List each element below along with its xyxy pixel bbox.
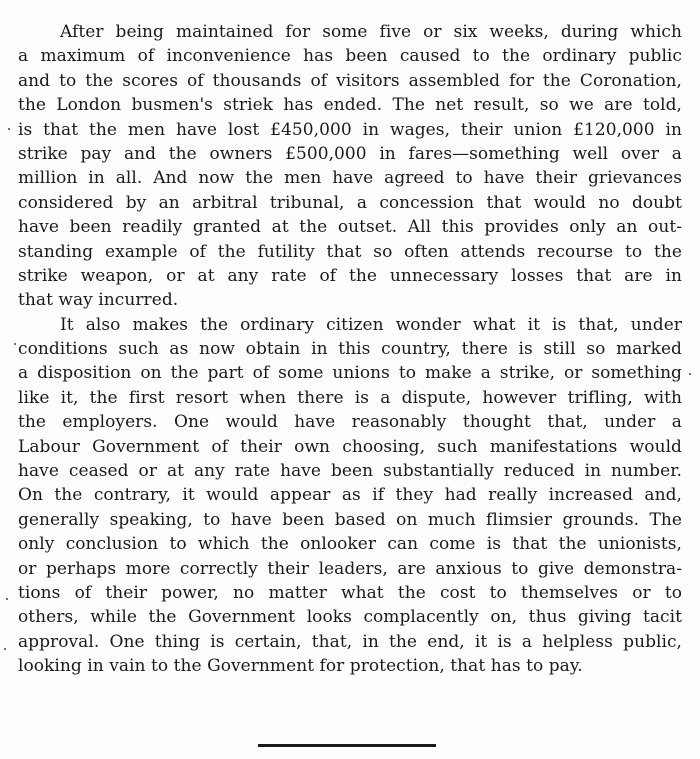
text-line: Labour Government of their own choosing, such manifestations would (18, 436, 682, 457)
text-line: and to the scores of thousands of visitors assembled for the Coronation, (18, 70, 682, 91)
print-speck (6, 598, 8, 600)
text-line: the London busmen's striek has ended. The net result, so we are told, (18, 95, 682, 116)
text-line: a maximum of inconvenience has been caused to the ordinary public (18, 46, 682, 67)
text-line: million in all. And now the men have agreed to have their grievances (18, 168, 682, 189)
print-speck (14, 343, 16, 345)
text-line: looking in vain to the Government for protection, that has to pay. (18, 656, 583, 677)
text-line: strike weapon, or at any rate of the unnecessary losses that are in (18, 265, 682, 286)
paragraph-2 (18, 313, 682, 679)
text-line: only conclusion to which the onlooker can come is that the unionists, (18, 534, 682, 555)
print-speck (8, 128, 10, 130)
text-line: tions of their power, no matter what the cost to themselves or to (18, 582, 682, 603)
text-line: It also makes the ordinary citizen wonder what it is that, under (60, 314, 682, 335)
article-body (18, 20, 682, 679)
text-line: have been readily granted at the outset. All this provides only an out- (18, 217, 682, 238)
text-line: have ceased or at any rate have been substantially reduced in number. (18, 461, 682, 482)
print-speck (689, 373, 691, 375)
text-line: On the contrary, it would appear as if they had really increased and, (18, 485, 682, 506)
text-line: After being maintained for some five or six weeks, during which (60, 22, 682, 42)
text-line: strike pay and the owners £500,000 in fares—something well over a (18, 143, 682, 164)
text-line: conditions such as now obtain in this country, there is still so marked (18, 339, 682, 360)
text-line: like it, the first resort when there is a dispute, however trifling, with (18, 387, 682, 408)
text-line: is that the men have lost £450,000 in wages, their union £120,000 in (18, 119, 682, 140)
text-line: that way incurred. (18, 290, 179, 311)
print-speck (4, 648, 6, 650)
text-line: considered by an arbitral tribunal, a concession that would no doubt (18, 192, 682, 213)
text-line: or perhaps more correctly their leaders, are anxious to give demonstra- (18, 558, 682, 579)
text-line: approval. One thing is certain, that, in the end, it is a helpless public, (18, 631, 682, 652)
paragraph-1 (18, 20, 682, 313)
text-line: generally speaking, to have been based on much flimsier grounds. The (18, 509, 682, 530)
text-line: a disposition on the part of some unions to make a strike, or something (18, 363, 682, 384)
text-line: others, while the Government looks complacently on, thus giving tacit (18, 607, 682, 628)
text-line: standing example of the futility that so often attends recourse to the (18, 241, 682, 262)
closing-rule (258, 744, 436, 747)
text-line: the employers. One would have reasonably thought that, under a (18, 412, 682, 433)
